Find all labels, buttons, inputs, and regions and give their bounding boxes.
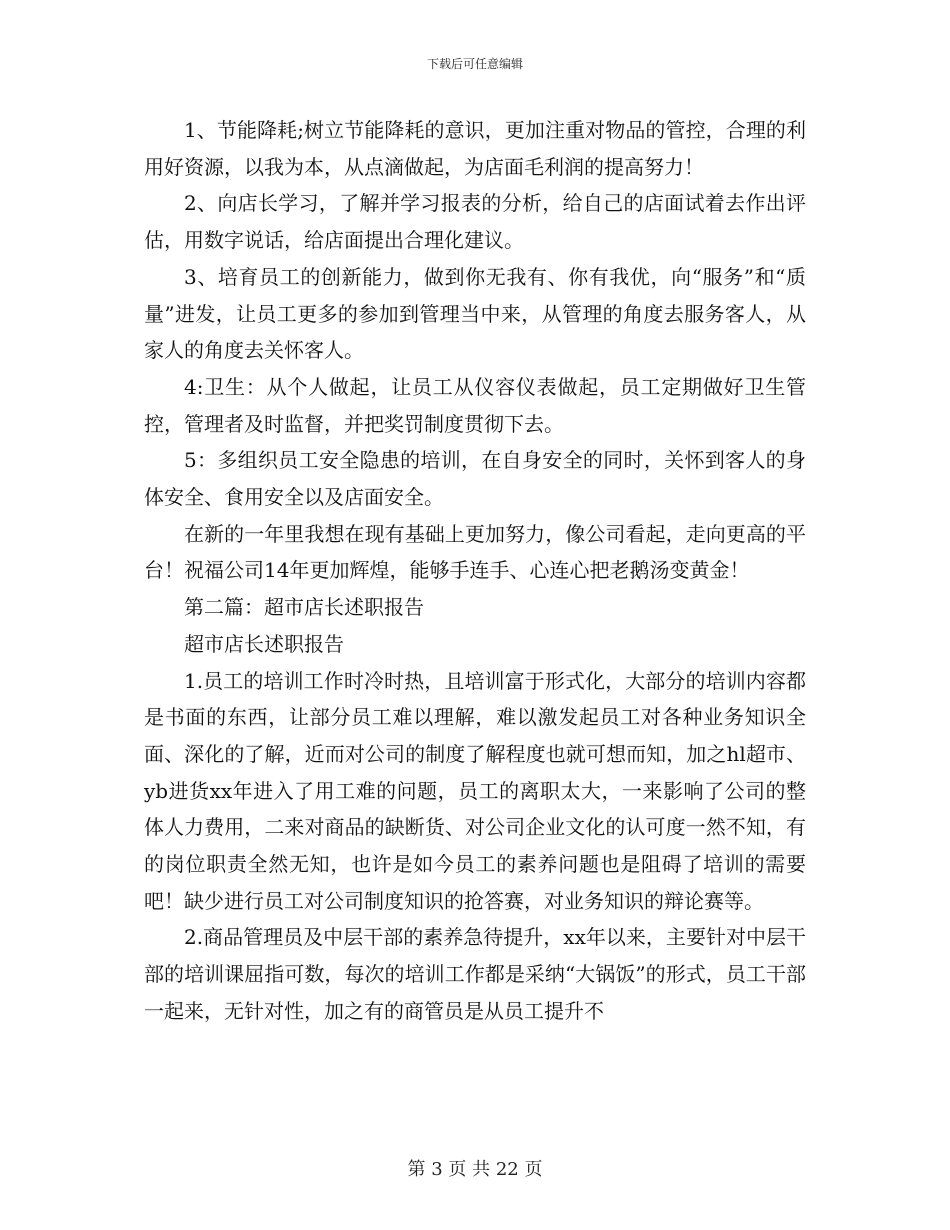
- page-header: 下载后可任意编辑: [426, 57, 523, 71]
- paragraph-management-quality: 2.商品管理员及中层干部的素养急待提升，xx年以来，主要针对中层干部的培训课屈指可数，每次的培训工作都是采纳“大锅饭”的形式，员工干部一起来，无针对性，加之有的商管员是从员工提升不: [144, 925, 806, 1023]
- report-title: 超市店长述职报告: [184, 631, 344, 656]
- page-number: 第 3 页 共 22 页: [407, 1159, 543, 1180]
- paragraph-staff-innovation: 3、培育员工的创新能力，做到你无我有、你有我优，向“服务”和“质量”进发，让员工更多的参加到管理当中来，从管理的角度去服务客人，从家人的角度去关怀客人。: [144, 264, 806, 363]
- paragraph-energy-saving: 1、节能降耗;树立节能降耗的意识，更加注重对物品的管控，合理的利用好资源，以我为本，从点滴做起，为店面毛利润的提高努力！: [144, 118, 806, 179]
- paragraph-hygiene: 4:卫生：从个人做起，让员工从仪容仪表做起，员工定期做好卫生管控，管理者及时监督，并把奖罚制度贯彻下去。: [144, 374, 806, 436]
- paragraph-new-year-wish: 在新的一年里我想在现有基础上更加努力，像公司看起，走向更高的平台！祝福公司14年更加辉煌，能够手连手、心连心把老鹅汤变黄金！: [144, 521, 806, 583]
- section-heading: 第二篇：超市店长述职报告: [184, 595, 424, 620]
- paragraph-learn-from-manager: 2、向店长学习，了解并学习报表的分析，给自己的店面试着去作出评估，用数字说话，给店面提出合理化建议。: [144, 191, 806, 253]
- document-body: [144, 112, 806, 1030]
- paragraph-staff-training-issue: 1.员工的培训工作时冷时热，且培训富于形式化，大部分的培训内容都是书面的东西，让部分员工难以理解，难以激发起员工对各种业务知识全面、深化的了解，近而对公司的制度了解程度也就可想而知，加之hl超市、yb进货xx年进入了用工难的问题，员工的离职太大，一来影响了公司的整体人力费用，二来对商品的缺断货、对公司企业文化的认可度一然不知，有的岗位职责全然无知，也许是如今员工的素养问题也是阻碍了培训的需要吧！缺少进行员工对公司制度知识的抢答赛，对业务知识的辩论赛等。: [144, 668, 806, 913]
- paragraph-safety-training: 5：多组织员工安全隐患的培训，在自身安全的同时，关怀到客人的身体安全、食用安全以及店面安全。: [144, 448, 806, 510]
